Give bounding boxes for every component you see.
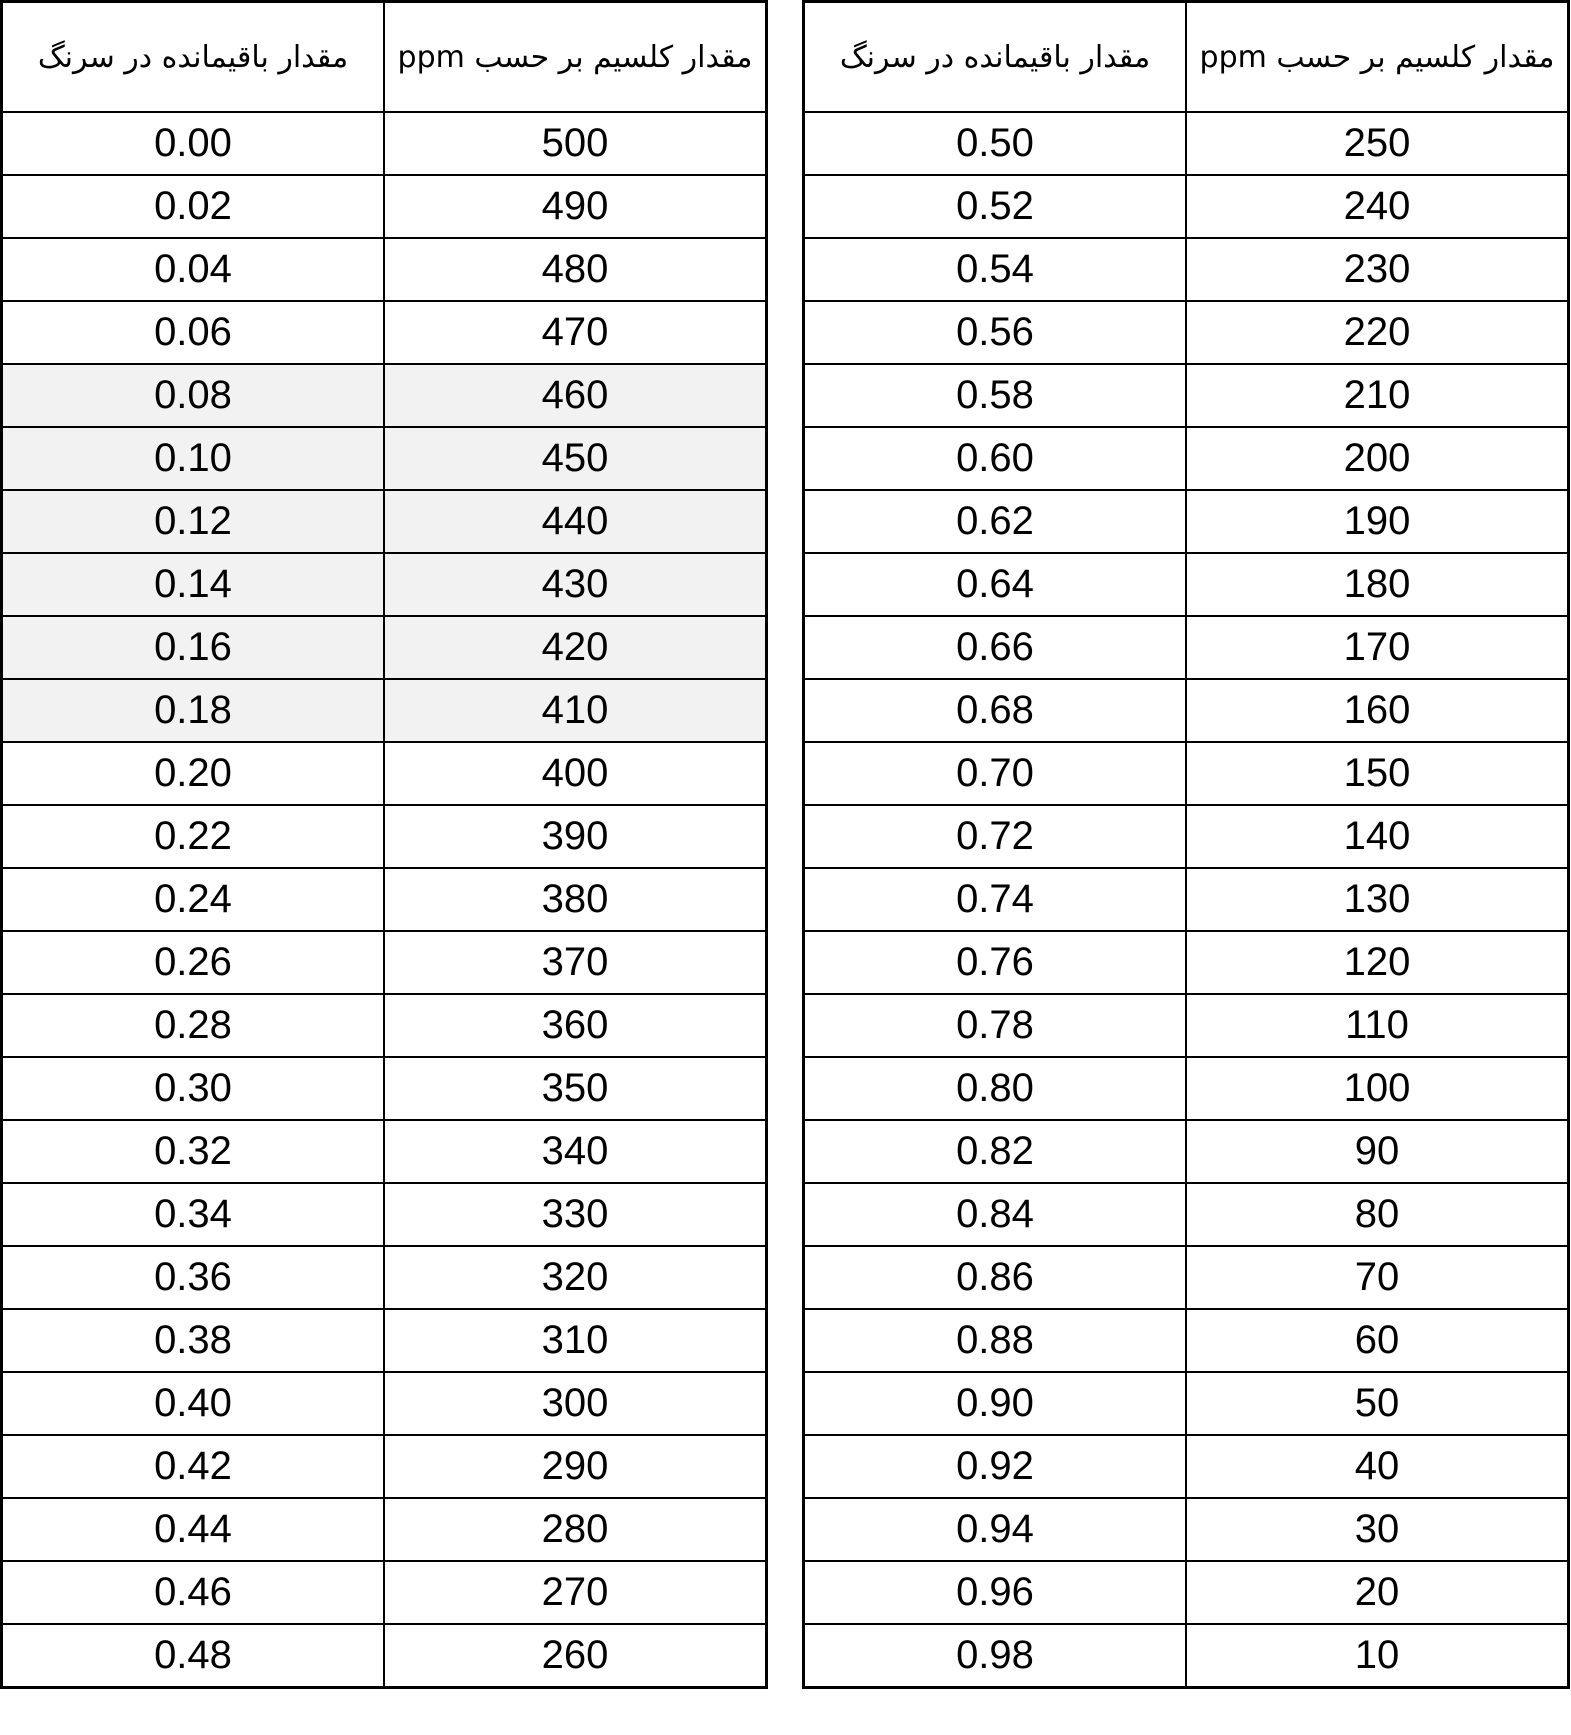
calcium-ppm-cell: 120 xyxy=(1186,931,1569,994)
calcium-ppm-cell: 420 xyxy=(384,616,767,679)
remaining-value-cell: 0.86 xyxy=(804,1246,1187,1309)
remaining-value-cell: 0.94 xyxy=(804,1498,1187,1561)
remaining-value-cell: 0.58 xyxy=(804,364,1187,427)
calcium-ppm-cell: 320 xyxy=(384,1246,767,1309)
calcium-ppm-cell: 340 xyxy=(384,1120,767,1183)
remaining-value-cell: 0.46 xyxy=(2,1561,385,1624)
table-row xyxy=(804,364,1569,427)
calcium-ppm-cell: 240 xyxy=(1186,175,1569,238)
table-row xyxy=(2,238,767,301)
calcium-ppm-cell: 160 xyxy=(1186,679,1569,742)
table-row xyxy=(2,175,767,238)
table-row xyxy=(804,1498,1569,1561)
table-row xyxy=(804,175,1569,238)
remaining-value-cell: 0.54 xyxy=(804,238,1187,301)
table-row xyxy=(2,1624,767,1688)
table-row xyxy=(2,679,767,742)
calcium-ppm-cell: 260 xyxy=(384,1624,767,1688)
table-row xyxy=(804,805,1569,868)
remaining-value-cell: 0.14 xyxy=(2,553,385,616)
table-row xyxy=(804,1120,1569,1183)
calcium-ppm-cell: 400 xyxy=(384,742,767,805)
remaining-value-cell: 0.04 xyxy=(2,238,385,301)
calcium-table-left xyxy=(0,0,768,1689)
calcium-ppm-cell: 450 xyxy=(384,427,767,490)
table-row xyxy=(2,1246,767,1309)
remaining-value-cell: 0.74 xyxy=(804,868,1187,931)
table-row xyxy=(804,1372,1569,1435)
calcium-ppm-cell: 460 xyxy=(384,364,767,427)
calcium-ppm-cell: 290 xyxy=(384,1435,767,1498)
table-row xyxy=(2,112,767,175)
remaining-value-cell: 0.26 xyxy=(2,931,385,994)
table-row xyxy=(2,553,767,616)
calcium-ppm-cell: 300 xyxy=(384,1372,767,1435)
remaining-value-cell: 0.20 xyxy=(2,742,385,805)
remaining-value-cell: 0.38 xyxy=(2,1309,385,1372)
header-remaining: مقدار باقیمانده در سرنگ xyxy=(2,2,385,113)
remaining-value-cell: 0.12 xyxy=(2,490,385,553)
calcium-ppm-cell: 170 xyxy=(1186,616,1569,679)
remaining-value-cell: 0.92 xyxy=(804,1435,1187,1498)
table-row xyxy=(2,1435,767,1498)
table-row xyxy=(804,301,1569,364)
remaining-value-cell: 0.56 xyxy=(804,301,1187,364)
table-row xyxy=(2,1120,767,1183)
table-row xyxy=(804,1057,1569,1120)
calcium-ppm-cell: 20 xyxy=(1186,1561,1569,1624)
calcium-ppm-cell: 90 xyxy=(1186,1120,1569,1183)
remaining-value-cell: 0.88 xyxy=(804,1309,1187,1372)
calcium-ppm-cell: 110 xyxy=(1186,994,1569,1057)
table-row xyxy=(2,1183,767,1246)
table-row xyxy=(804,994,1569,1057)
calcium-ppm-cell: 210 xyxy=(1186,364,1569,427)
calcium-ppm-cell: 80 xyxy=(1186,1183,1569,1246)
calcium-ppm-cell: 180 xyxy=(1186,553,1569,616)
remaining-value-cell: 0.62 xyxy=(804,490,1187,553)
remaining-value-cell: 0.90 xyxy=(804,1372,1187,1435)
calcium-ppm-cell: 430 xyxy=(384,553,767,616)
header-calcium-ppm: مقدار کلسیم بر حسب ppm xyxy=(1186,2,1569,113)
table-row xyxy=(804,742,1569,805)
table-row xyxy=(804,490,1569,553)
remaining-value-cell: 0.28 xyxy=(2,994,385,1057)
remaining-value-cell: 0.98 xyxy=(804,1624,1187,1688)
calcium-ppm-cell: 60 xyxy=(1186,1309,1569,1372)
remaining-value-cell: 0.64 xyxy=(804,553,1187,616)
remaining-value-cell: 0.36 xyxy=(2,1246,385,1309)
remaining-value-cell: 0.16 xyxy=(2,616,385,679)
remaining-value-cell: 0.24 xyxy=(2,868,385,931)
remaining-value-cell: 0.72 xyxy=(804,805,1187,868)
calcium-ppm-cell: 200 xyxy=(1186,427,1569,490)
table-row xyxy=(2,1561,767,1624)
table-row xyxy=(2,1372,767,1435)
table-row xyxy=(2,490,767,553)
remaining-value-cell: 0.60 xyxy=(804,427,1187,490)
remaining-value-cell: 0.42 xyxy=(2,1435,385,1498)
remaining-value-cell: 0.76 xyxy=(804,931,1187,994)
calcium-ppm-cell: 500 xyxy=(384,112,767,175)
table-row xyxy=(2,427,767,490)
table-body-left xyxy=(2,112,767,1688)
table-row xyxy=(2,616,767,679)
calcium-ppm-cell: 50 xyxy=(1186,1372,1569,1435)
remaining-value-cell: 0.70 xyxy=(804,742,1187,805)
remaining-value-cell: 0.84 xyxy=(804,1183,1187,1246)
remaining-value-cell: 0.82 xyxy=(804,1120,1187,1183)
table-row xyxy=(2,1309,767,1372)
table-row xyxy=(804,1309,1569,1372)
calcium-ppm-cell: 490 xyxy=(384,175,767,238)
table-row xyxy=(2,1057,767,1120)
calcium-ppm-cell: 40 xyxy=(1186,1435,1569,1498)
remaining-value-cell: 0.80 xyxy=(804,1057,1187,1120)
calcium-ppm-cell: 230 xyxy=(1186,238,1569,301)
header-row xyxy=(804,2,1569,113)
remaining-value-cell: 0.30 xyxy=(2,1057,385,1120)
table-row xyxy=(804,553,1569,616)
remaining-value-cell: 0.48 xyxy=(2,1624,385,1688)
remaining-value-cell: 0.08 xyxy=(2,364,385,427)
remaining-value-cell: 0.18 xyxy=(2,679,385,742)
table-row xyxy=(804,238,1569,301)
remaining-value-cell: 0.50 xyxy=(804,112,1187,175)
table-row xyxy=(2,868,767,931)
calcium-ppm-cell: 140 xyxy=(1186,805,1569,868)
calcium-ppm-cell: 370 xyxy=(384,931,767,994)
table-row xyxy=(2,1498,767,1561)
calcium-ppm-cell: 410 xyxy=(384,679,767,742)
remaining-value-cell: 0.66 xyxy=(804,616,1187,679)
calcium-ppm-cell: 310 xyxy=(384,1309,767,1372)
remaining-value-cell: 0.96 xyxy=(804,1561,1187,1624)
remaining-value-cell: 0.00 xyxy=(2,112,385,175)
table-body-right xyxy=(804,112,1569,1688)
calcium-ppm-cell: 330 xyxy=(384,1183,767,1246)
header-row xyxy=(2,2,767,113)
remaining-value-cell: 0.68 xyxy=(804,679,1187,742)
remaining-value-cell: 0.22 xyxy=(2,805,385,868)
calcium-ppm-cell: 70 xyxy=(1186,1246,1569,1309)
calcium-ppm-cell: 10 xyxy=(1186,1624,1569,1688)
remaining-value-cell: 0.34 xyxy=(2,1183,385,1246)
calcium-ppm-cell: 440 xyxy=(384,490,767,553)
calcium-ppm-cell: 220 xyxy=(1186,301,1569,364)
table-row xyxy=(2,301,767,364)
remaining-value-cell: 0.10 xyxy=(2,427,385,490)
table-row xyxy=(2,805,767,868)
calcium-ppm-cell: 470 xyxy=(384,301,767,364)
table-row xyxy=(804,868,1569,931)
calcium-ppm-cell: 480 xyxy=(384,238,767,301)
remaining-value-cell: 0.44 xyxy=(2,1498,385,1561)
table-row xyxy=(2,931,767,994)
table-row xyxy=(804,1183,1569,1246)
table-row xyxy=(804,112,1569,175)
calcium-ppm-cell: 150 xyxy=(1186,742,1569,805)
table-row xyxy=(804,679,1569,742)
table-row xyxy=(804,1561,1569,1624)
remaining-value-cell: 0.52 xyxy=(804,175,1187,238)
calcium-ppm-cell: 30 xyxy=(1186,1498,1569,1561)
calcium-ppm-cell: 380 xyxy=(384,868,767,931)
table-row xyxy=(804,931,1569,994)
calcium-ppm-cell: 100 xyxy=(1186,1057,1569,1120)
table-row xyxy=(2,994,767,1057)
table-row xyxy=(2,742,767,805)
remaining-value-cell: 0.78 xyxy=(804,994,1187,1057)
table-row xyxy=(804,1435,1569,1498)
remaining-value-cell: 0.32 xyxy=(2,1120,385,1183)
calcium-table-right xyxy=(802,0,1570,1689)
table-row xyxy=(804,1246,1569,1309)
table-row xyxy=(2,364,767,427)
header-calcium-ppm: مقدار کلسیم بر حسب ppm xyxy=(384,2,767,113)
table-row xyxy=(804,616,1569,679)
calcium-ppm-cell: 350 xyxy=(384,1057,767,1120)
header-remaining: مقدار باقیمانده در سرنگ xyxy=(804,2,1187,113)
remaining-value-cell: 0.06 xyxy=(2,301,385,364)
table-row xyxy=(804,1624,1569,1688)
calcium-ppm-cell: 280 xyxy=(384,1498,767,1561)
calcium-ppm-cell: 390 xyxy=(384,805,767,868)
remaining-value-cell: 0.40 xyxy=(2,1372,385,1435)
remaining-value-cell: 0.02 xyxy=(2,175,385,238)
calcium-ppm-cell: 250 xyxy=(1186,112,1569,175)
calcium-ppm-cell: 190 xyxy=(1186,490,1569,553)
table-row xyxy=(804,427,1569,490)
calcium-ppm-cell: 270 xyxy=(384,1561,767,1624)
calcium-ppm-cell: 360 xyxy=(384,994,767,1057)
calcium-ppm-cell: 130 xyxy=(1186,868,1569,931)
